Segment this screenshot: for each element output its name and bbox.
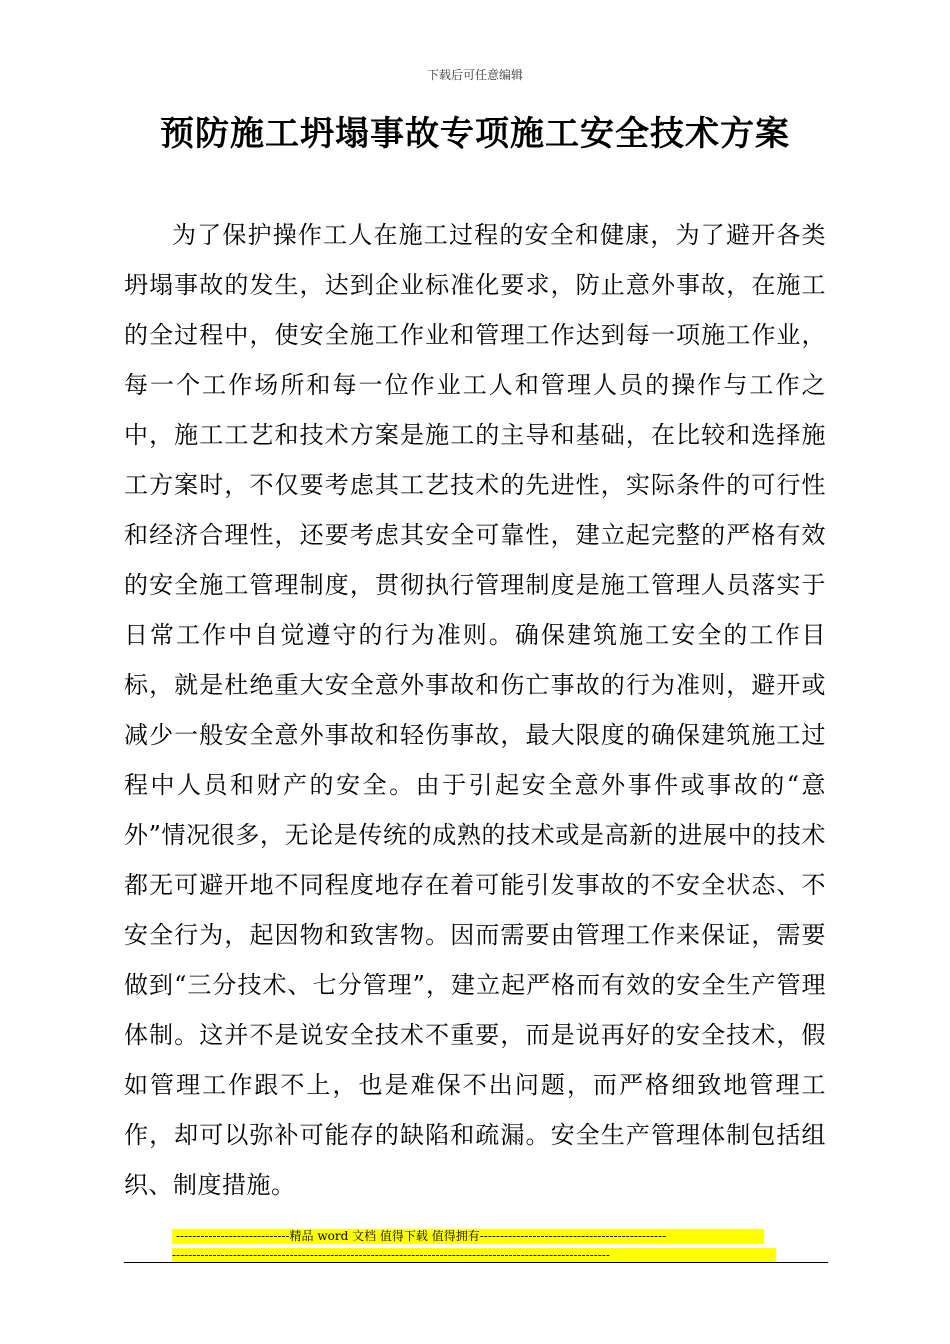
footer-banner-line-1: ----------------------------精品 word 文档 值得下载 值得拥有---------------------------------------------- bbox=[172, 1229, 764, 1244]
body-paragraph: 为了保护操作工人在施工过程的安全和健康，为了避开各类坍塌事故的发生，达到企业标准化要求，防止意外事故，在施工的全过程中，使安全施工作业和管理工作达到每一项施工作业，每一个工作场所和每一位作业工人和管理人员的操作与工作之中，施工工艺和技术方案是施工的主导和基础，在比较和选择施工方案时，不仅要考虑其工艺技术的先进性，实际条件的可行性和经济合理性，还要考虑其安全可靠性，建立起完整的严格有效的安全施工管理制度，贯彻执行管理制度是施工管理人员落实于日常工作中自觉遵守的行为准则。确保建筑施工安全的工作目标，就是杜绝重大安全意外事故和伤亡事故的行为准则，避开或减少一般安全意外事故和轻伤事故，最大限度的确保建筑施工过程中人员和财产的安全。由于引起安全意外事件或事故的“意外”情况很多，无论是传统的成熟的技术或是高新的进展中的技术都无可避开地不同程度地存在着可能引发事故的不安全状态、不安全行为，起因物和致害物。因而需要由管理工作来保证，需要做到“三分技术、七分管理”，建立起严格而有效的安全生产管理体制。这并不是说安全技术不重要，而是说再好的安全技术，假如管理工作跟不上，也是难保不出问题，而严格细致地管理工作，却可以弥补可能存的缺陷和疏漏。安全生产管理体制包括组织、制度措施。 bbox=[124, 221, 826, 1199]
document-title: 预防施工坍塌事故专项施工安全技术方案 bbox=[160, 114, 790, 154]
footer-banner-line-2: ------------------------------------------------------------------------------------------------------------ bbox=[172, 1248, 776, 1263]
footer-divider bbox=[124, 1262, 828, 1263]
header-note: 下载后可任意编辑 bbox=[426, 68, 523, 82]
